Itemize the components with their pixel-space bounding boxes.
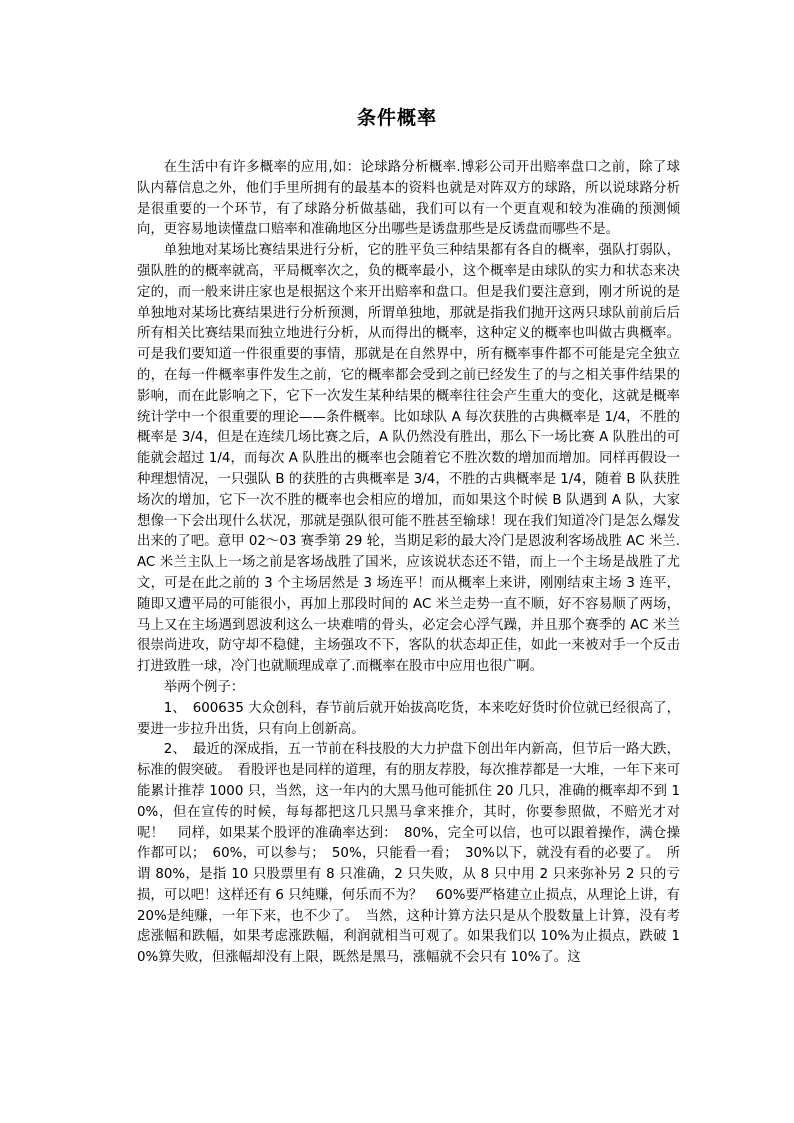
page-title: 条件概率 — [356, 107, 437, 129]
paragraph-intro: 在生活中有许多概率的应用,如：论球路分析概率.博彩公司开出赔率盘口之前，除了球队内幕信息之外，他们手里所拥有的最基本的资料也就是对阵双方的球路，所以说球路分析是很重要的一个环节，有了球路分析做基础，我们可以有一个更直观和较为准确的预测倾向，更容易地读懂盘口赔率和准确地区分出哪些是诱盘那些是反诱盘而哪些不是。 — [137, 160, 680, 238]
document-body — [137, 158, 680, 969]
paragraph-example-2: 2、 最近的深成指，五一节前在科技股的大力护盘下创出年内新高，但节后一路大跌，标准的假突破。 看股评也是同样的道理，有的朋友荐股，每次推荐都是一大堆，一年下来可能累计推荐 1000 只，当然，这一年内的大黑马他可能抓住 20 几只，准确的概率却不到 10%，但在宣传的时候，每每都把这几只黑马拿来推介，其时，你要参照做，不赔光才对呢！ 同样，如果某个股评的准确率达到： 80%，完全可以信，也可以跟着操作，满仓操作都可以； 60%，可以参与； 50%，只能看一看； 30%以下，就没有看的必要了。 所谓 80%，是指 10 只股票里有 8 只准确，2 只失败，从 8 只中用 2 只来弥补另 2 只的亏损，可以吧！这样还有 6 只纯赚，何乐而不为？ 60%要严格建立止损点，从理论上讲，有 20%是纯赚，一年下来，也不少了。 当然，这种计算方法只是从个股数量上计算，没有考虑涨幅和跌幅，如果考虑涨跌幅，利润就相当可观了。如果我们以 10%为止损点，跌破 10%算失败，但涨幅却没有上限，既然是黑马，涨幅就不会只有 10%了。这 — [137, 742, 680, 966]
paragraph-examples-heading: 举两个例子： — [163, 679, 245, 695]
paragraph-conditional-probability: 单独地对某场比赛结果进行分析，它的胜平负三种结果都有各自的概率，强队打弱队，强队胜的的概率就高，平局概率次之，负的概率最小，这个概率是由球队的实力和状态来决定的，而一般来讲庄家也是根据这个来开出赔率和盘口。但是我们要注意到，刚才所说的是单独地对某场比赛结果进行分析预测，所谓单独地，那就是指我们抛开这两只球队前前后后所有相关比赛结果而独立地进行分析，从而得出的概率，这种定义的概率也叫做古典概率。可是我们要知道一件很重要的事情，那就是在自然界中，所有概率事件都不可能是完全独立的，在每一件概率事件发生之前，它的概率都会受到之前已经发生了的与之相关事件结果的影响，而在此影响之下，它下一次发生某种结果的概率往往会产生重大的变化，这就是概率统计学中一个很重要的理论——条件概率。比如球队 A 每次获胜的古典概率是 1/4，不胜的概率是 3/4，但是在连续几场比赛之后，A 队仍然没有胜出，那么下一场比赛 A 队胜出的可能就会超过 1/4，而每次 A 队胜出的概率也会随着它不胜次数的增加而增加。同样再假设一种理想情况，一只强队 B 的获胜的古典概率是 3/4，不胜的古典概率是 1/4，随着 B 队获胜场次的增加，它下一次不胜的概率也会相应的增加，而如果这个时候 B 队遇到 A 队，大家想像一下会出现什么状况，那就是强队很可能不胜甚至输球！现在我们知道冷门是怎么爆发出来的了吧。意甲 02～03 赛季第 29 轮，当期足彩的最大冷门是恩波利客场战胜 AC 米兰. AC 米兰主队上一场之前是客场战胜了国米，应该说状态还不错，而上一个主场是战胜了尤文，可是在此之前的 3 个主场居然是 3 场连平！而从概率上来讲，刚刚结束主场 3 连平，随即又遭平局的可能很小，再加上那段时间的 AC 米兰走势一直不顺，好不容易顺了两场，马上又在主场遇到恩波利这么一块难啃的骨头，必定会心浮气躁，并且那个赛季的 AC 米兰很崇尚进攻，防守却不稳健，主场强攻不下，客队的状态却正佳，如此一来被对手一个反击打进致胜一球，冷门也就顺理成章了.而概率在股市中应用也很广啊。 — [137, 243, 680, 675]
paragraph-example-1: 1、 600635 大众创科，春节前后就开始拔高吃货，本来吃好货时价位就已经很高了，要进一步拉升出货，只有向上创新高。 — [137, 700, 680, 737]
